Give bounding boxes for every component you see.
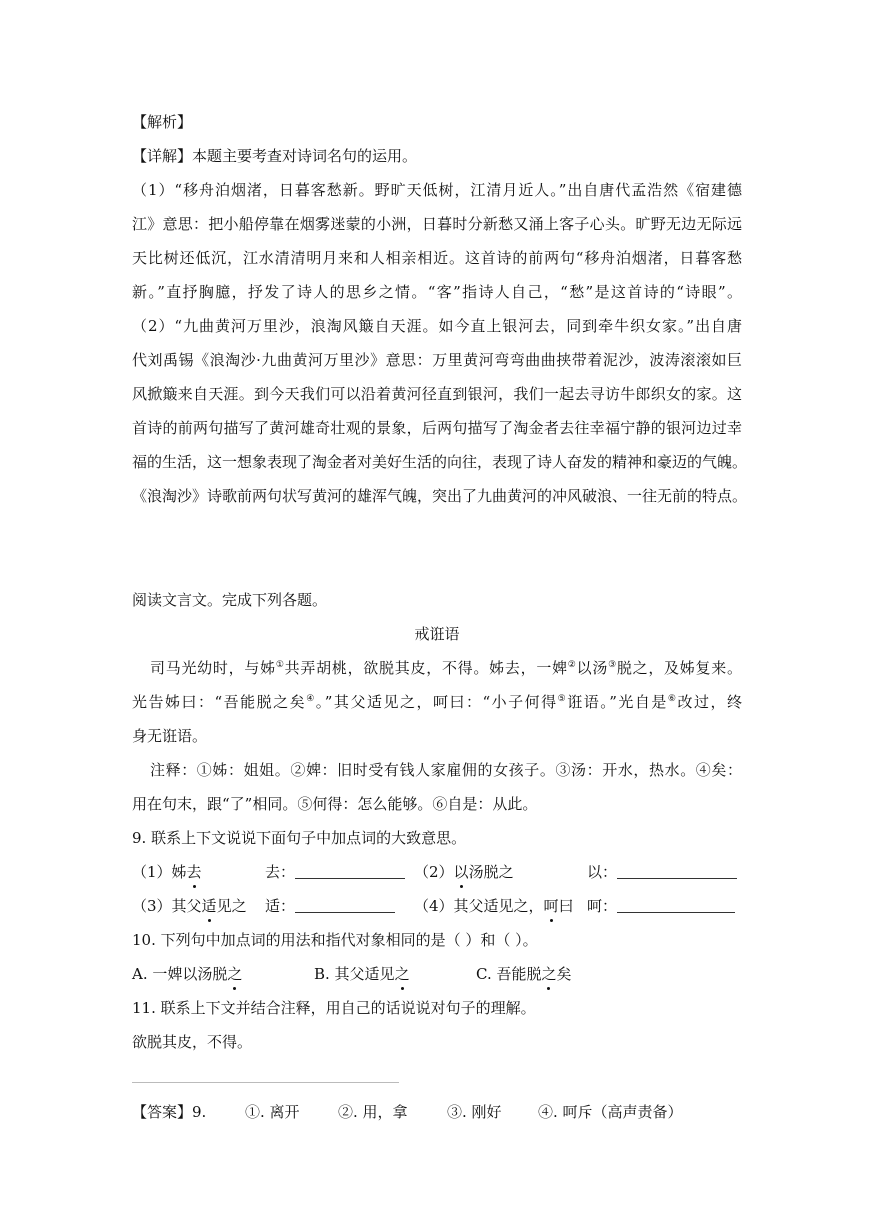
- text-segment: 脱之，及姊复来。: [616, 659, 742, 677]
- analysis-p1-line: （1）“移舟泊烟渚，日暮客愁新。野旷天低树，江清月近人。”出自唐代孟浩然《宿建德: [132, 181, 742, 199]
- q9-answer-label: 适：: [265, 897, 296, 915]
- q10-text: C. 吾能脱: [476, 965, 542, 983]
- q10-option-c[interactable]: [476, 964, 572, 984]
- q9-item-1: [132, 862, 202, 882]
- text-segment: 以汤: [576, 659, 609, 677]
- q9-answer-label: 呵：: [587, 897, 618, 915]
- analysis-detail: 【详解】本题主要考查对诗词名句的运用。: [132, 147, 418, 165]
- q11-sentence: 欲脱其皮，不得。: [132, 1033, 253, 1051]
- q9-stem: 9. 联系上下文说说下面句子中加点词的大致意思。: [132, 829, 467, 847]
- analysis-p2-line: 代刘禹锡《浪淘沙·九曲黄河万里沙》意思：万里黄河弯弯曲曲挟带着泥沙，波涛滚滚如巨: [132, 351, 742, 369]
- analysis-p2-line: 《浪淘沙》诗歌前两句状写黄河的雄浑气魄，突出了九曲黄河的冲风破浪、一往无前的特点。: [132, 487, 748, 505]
- reading-text-line: [150, 658, 742, 678]
- q10-option-b[interactable]: [314, 964, 410, 984]
- q11-stem: 11. 联系上下文并结合注释，用自己的话说说对句子的理解。: [132, 999, 536, 1017]
- note-marker: ②: [567, 660, 577, 670]
- analysis-p2-line: 首诗的前两句描写了黄河雄奇壮观的景象，后两句描写了淘金者去往幸福宁静的银河边过幸: [132, 419, 742, 437]
- q10-text: 矣: [556, 965, 572, 983]
- q9-text: 汤脱之: [468, 863, 514, 881]
- q9-text: （3）其父: [132, 897, 202, 915]
- q9-answer-label: 以：: [587, 863, 618, 881]
- q9-text: 曰: [558, 897, 574, 915]
- analysis-p1-line: 新。”直抒胸臆，抒发了诗人的思乡之情。“客”指诗人自己，“愁”是这首诗的“诗眼”。: [132, 283, 742, 301]
- text-segment: 。”其父适见之，呵曰：“小子何得: [315, 693, 558, 711]
- note-marker: ④: [306, 694, 316, 704]
- q9-item-3: [132, 896, 247, 916]
- reading-notes-line: 注释：①姊：姐姐。②婢：旧时受有钱人家雇佣的女孩子。③汤：开水，热水。④矣：: [150, 761, 742, 779]
- q10-text: A. 一婢以汤脱: [132, 965, 228, 983]
- dotted-word: 呵: [543, 897, 559, 915]
- q9-answer-2: [587, 862, 737, 882]
- answer-label: 【答案】9.: [132, 1103, 207, 1121]
- answer-blank[interactable]: [617, 864, 737, 879]
- answer-blank[interactable]: [617, 898, 735, 913]
- text-segment: 司马光幼时，与姊: [150, 659, 276, 677]
- analysis-p1-line: 江》意思：把小船停靠在烟雾迷蒙的小洲，日暮时分新愁又涌上客子心头。旷野无边无际远: [132, 215, 742, 233]
- reading-intro: 阅读文言文。完成下列各题。: [132, 591, 328, 609]
- dotted-word: 之: [541, 965, 557, 983]
- q9-answer-1: [265, 862, 405, 882]
- dotted-word: 适: [201, 897, 217, 915]
- analysis-p1-line: 天比树还低沉，江水清清明月来和人相亲相近。这首诗的前两句“移舟泊烟渚，日暮客愁: [132, 249, 742, 267]
- reading-notes-line: 用在句末，跟“了”相同。⑤何得：怎么能够。⑥自是：从此。: [132, 795, 538, 813]
- q9-text: 见之: [216, 897, 247, 915]
- analysis-p2-line: （2）“九曲黄河万里沙，浪淘风簸自天涯。如今直上银河去，同到牵牛织女家。”出自唐: [132, 317, 742, 335]
- answer-blank[interactable]: [295, 864, 405, 879]
- answer-blank[interactable]: [295, 898, 395, 913]
- answer-item: ①. 离开: [245, 1103, 300, 1121]
- answer-item: ②. 用，拿: [338, 1103, 408, 1121]
- answer-item: ④. 呵斥（高声责备）: [538, 1103, 683, 1121]
- reading-text-line: 身无诳语。: [132, 727, 208, 745]
- note-marker: ①: [275, 660, 285, 670]
- text-segment: 光告姊曰：“吾能脱之矣: [132, 693, 307, 711]
- answer-divider: [132, 1082, 399, 1083]
- text-segment: 改过，终: [677, 693, 742, 711]
- analysis-heading: 【解析】: [132, 113, 193, 131]
- q9-text: （2）: [414, 863, 454, 881]
- q9-answer-label: 去：: [265, 863, 296, 881]
- analysis-p2-line: 风掀簸来自天涯。到今天我们可以沿着黄河径直到银河，我们一起去寻访牛郎织女的家。这: [132, 385, 742, 403]
- answer-item: ③. 刚好: [447, 1103, 502, 1121]
- reading-text-line: [132, 692, 742, 712]
- q10-text: B. 其父适见: [314, 965, 395, 983]
- note-marker: ③: [608, 660, 617, 670]
- dotted-word: 之: [394, 965, 410, 983]
- analysis-p2-line: 福的生活，这一想象表现了淘金者对美好生活的向往，表现了诗人奋发的精神和豪迈的气魄。: [132, 453, 748, 471]
- dotted-word: 之: [227, 965, 243, 983]
- q10-option-a[interactable]: [132, 964, 242, 984]
- note-marker: ⑤: [557, 694, 568, 704]
- text-segment: 共弄胡桃，欲脱其皮，不得。姊去，一婢: [284, 659, 568, 677]
- q10-stem: 10. 下列句中加点词的用法和指代对象相同的是（ ）和（ ）。: [132, 931, 538, 949]
- dotted-word: 去: [186, 863, 202, 881]
- text-segment: 诳语。”光自是: [567, 693, 668, 711]
- q9-item-2: [414, 862, 514, 882]
- q9-answer-4: [587, 896, 735, 916]
- q9-answer-3: [265, 896, 395, 916]
- note-marker: ⑥: [667, 694, 678, 704]
- reading-title: 戒诳语: [414, 625, 460, 643]
- dotted-word: 以: [453, 863, 469, 881]
- q9-item-4: [414, 896, 574, 916]
- q9-text: （4）其父适见之，: [414, 897, 544, 915]
- q9-text: （1）姊: [132, 863, 187, 881]
